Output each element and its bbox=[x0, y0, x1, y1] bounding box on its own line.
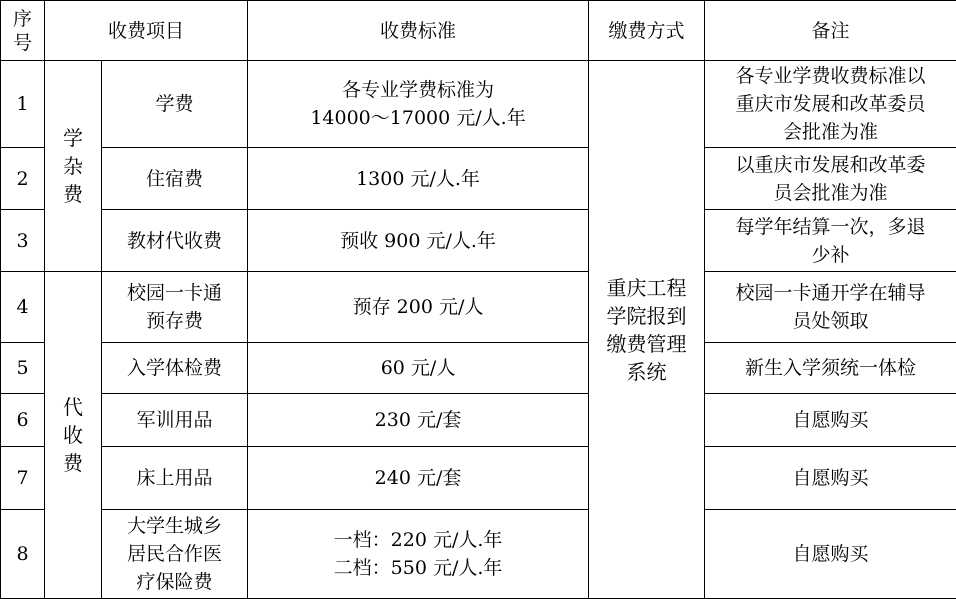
table-row bbox=[1, 148, 956, 210]
fee-item bbox=[102, 148, 248, 210]
fee-item-line: 居民合作医 bbox=[108, 540, 241, 568]
fee-standard-line: 60 元/人 bbox=[254, 354, 582, 382]
row-number: 5 bbox=[1, 343, 45, 394]
table-row bbox=[1, 272, 956, 343]
table-row bbox=[1, 343, 956, 394]
payment-method-line: 系统 bbox=[595, 358, 698, 386]
fee-standard bbox=[248, 343, 589, 394]
header-seq-line2: 号 bbox=[7, 31, 38, 55]
table-row bbox=[1, 510, 956, 599]
fee-standard bbox=[248, 394, 589, 447]
fee-item bbox=[102, 510, 248, 599]
header-standard: 收费标准 bbox=[248, 1, 589, 61]
category-char: 学 bbox=[51, 124, 95, 152]
fee-item bbox=[102, 394, 248, 447]
fee-item-line: 大学生城乡 bbox=[108, 512, 241, 540]
row-number: 4 bbox=[1, 272, 45, 343]
row-number: 8 bbox=[1, 510, 45, 599]
fee-item-line: 疗保险费 bbox=[108, 568, 241, 596]
fee-item bbox=[102, 447, 248, 510]
category-char: 代 bbox=[51, 393, 95, 421]
fee-remark-line: 员会批准为准 bbox=[711, 179, 950, 207]
header-item: 收费项目 bbox=[45, 1, 248, 61]
fee-standard bbox=[248, 210, 589, 272]
table-row bbox=[1, 394, 956, 447]
category-tuition-misc bbox=[45, 61, 102, 272]
fee-standard-line: 预收 900 元/人.年 bbox=[254, 227, 582, 255]
fee-remark bbox=[705, 343, 956, 394]
table-row bbox=[1, 61, 956, 148]
fee-standard-line: 一档：220 元/人.年 bbox=[254, 526, 582, 554]
fee-item bbox=[102, 210, 248, 272]
fee-item bbox=[102, 61, 248, 148]
fee-standard bbox=[248, 510, 589, 599]
fee-standard-line: 230 元/套 bbox=[254, 406, 582, 434]
fee-remark-line: 自愿购买 bbox=[711, 464, 950, 492]
fee-item-line: 军训用品 bbox=[108, 406, 241, 434]
fee-remark bbox=[705, 210, 956, 272]
payment-method-line: 重庆工程 bbox=[595, 274, 698, 302]
fee-item-line: 住宿费 bbox=[108, 165, 241, 193]
fee-standard-line: 预存 200 元/人 bbox=[254, 293, 582, 321]
fee-standard-line: 14000～17000 元/人.年 bbox=[254, 104, 582, 132]
fee-standard bbox=[248, 148, 589, 210]
fee-remark-line: 每学年结算一次，多退 bbox=[711, 213, 950, 241]
fee-remark bbox=[705, 148, 956, 210]
payment-method bbox=[589, 61, 705, 599]
category-char: 收 bbox=[51, 421, 95, 449]
fee-item-line: 教材代收费 bbox=[108, 227, 241, 255]
fee-remark-line: 以重庆市发展和改革委 bbox=[711, 151, 950, 179]
row-number: 3 bbox=[1, 210, 45, 272]
fee-remark-line: 自愿购买 bbox=[711, 540, 950, 568]
fee-item-line: 入学体检费 bbox=[108, 354, 241, 382]
fee-item-line: 学费 bbox=[108, 90, 241, 118]
row-number: 2 bbox=[1, 148, 45, 210]
category-char: 费 bbox=[51, 449, 95, 477]
fee-remark-line: 自愿购买 bbox=[711, 406, 950, 434]
fee-remark-line: 会批准为准 bbox=[711, 118, 950, 146]
fee-remark-line: 少补 bbox=[711, 241, 950, 269]
category-char: 杂 bbox=[51, 152, 95, 180]
fee-remark bbox=[705, 510, 956, 599]
fee-remark bbox=[705, 447, 956, 510]
header-row bbox=[1, 1, 956, 61]
table-row bbox=[1, 447, 956, 510]
row-number: 1 bbox=[1, 61, 45, 148]
fee-remark bbox=[705, 61, 956, 148]
fee-standard bbox=[248, 272, 589, 343]
fee-item bbox=[102, 343, 248, 394]
header-payment: 缴费方式 bbox=[589, 1, 705, 61]
fee-remark-line: 员处领取 bbox=[711, 307, 950, 335]
header-remark: 备注 bbox=[705, 1, 956, 61]
row-number: 7 bbox=[1, 447, 45, 510]
fee-remark-line: 校园一卡通开学在辅导 bbox=[711, 279, 950, 307]
category-char: 费 bbox=[51, 180, 95, 208]
fee-item bbox=[102, 272, 248, 343]
header-seq bbox=[1, 1, 45, 61]
row-number: 6 bbox=[1, 394, 45, 447]
fee-standard-line: 240 元/套 bbox=[254, 464, 582, 492]
category-collected-on-behalf bbox=[45, 272, 102, 599]
fee-remark bbox=[705, 394, 956, 447]
fee-item-line: 预存费 bbox=[108, 307, 241, 335]
payment-method-line: 缴费管理 bbox=[595, 330, 698, 358]
table-row bbox=[1, 210, 956, 272]
fee-standard-line: 二档：550 元/人.年 bbox=[254, 554, 582, 582]
fee-standard bbox=[248, 61, 589, 148]
fee-item-line: 床上用品 bbox=[108, 464, 241, 492]
fee-standard-line: 各专业学费标准为 bbox=[254, 76, 582, 104]
fee-remark-line: 重庆市发展和改革委员 bbox=[711, 90, 950, 118]
fee-standard-line: 1300 元/人.年 bbox=[254, 165, 582, 193]
fee-remark bbox=[705, 272, 956, 343]
fee-standard bbox=[248, 447, 589, 510]
fee-item-line: 校园一卡通 bbox=[108, 279, 241, 307]
fee-remark-line: 新生入学须统一体检 bbox=[711, 354, 950, 382]
payment-method-line: 学院报到 bbox=[595, 302, 698, 330]
fee-remark-line: 各专业学费收费标准以 bbox=[711, 62, 950, 90]
header-seq-line1: 序 bbox=[7, 7, 38, 31]
